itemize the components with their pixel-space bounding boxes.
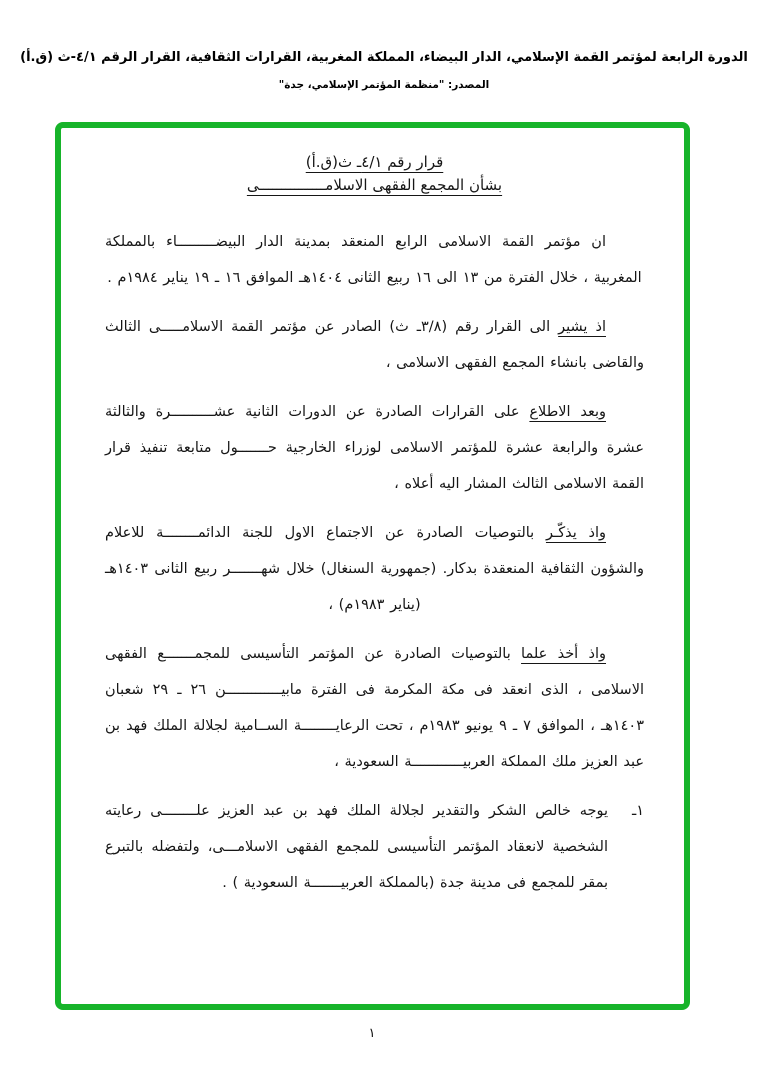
paragraph-text: على القرارات الصادرة عن الدورات الثانية عشــــــــــرة والثالثة عشرة والرابعة عشرة للمؤتمر الاسلامى لوزراء الخارجية حـــــــول متابعة تنفيذ قرار القمة الاسلامى الثالث المشار اليه أعلاه ، — [105, 404, 644, 492]
decree-item — [105, 793, 644, 901]
item-text: يوجه خالص الشكر والتقدير لجلالة الملك فهد بن عبد العزيز علــــــــى رعايته الشخصية لانعقاد المؤتمر التأسيسى للمجمع الفقهى الاسلامـــى، ولتفضله بالتبرع بمقر للمجمع فى مدينة جدة (بالمملكة العربيـــــــة السعودية ) . — [105, 803, 608, 891]
decree-paragraph — [105, 309, 644, 381]
decree-paragraph — [105, 515, 644, 623]
decree-body — [105, 152, 644, 901]
decree-subject-title: بشأن المجمع الفقهى الاسلامـــــــــــــــى — [246, 176, 503, 194]
item-number: ١ـ — [631, 803, 644, 819]
paragraph-lead: وبعد الاطلاع — [529, 404, 606, 420]
decree-paragraph — [105, 224, 644, 296]
decree-number-title: قرار رقم ٤/١ـ ث(ق.أ) — [305, 153, 444, 171]
header-source: المصدر: "منظمة المؤتمر الإسلامي، جدة" — [278, 79, 490, 91]
decree-paragraph — [105, 394, 644, 502]
page-number: ١ — [368, 1026, 376, 1041]
decree-paragraph — [105, 636, 644, 780]
paragraph-text: بالتوصيات الصادرة عن المؤتمر التأسيسى للمجمـــــــع الفقهى الاسلامى ، الذى انعقد فى مكة المكرمة فى الفترة مابيـــــــــــــن ٢٦ ـ ٢٩ شعبان ١٤٠٣هـ ، الموافق ٧ ـ ٩ يونيو ١٩٨٣م ، تحت الرعايــــــــة الســامية لجلالة الملك فهد بن عبد العزيز ملك المملكة العربيــــــــــــة السعودية ، — [105, 646, 644, 770]
paragraph-lead: واذ يذكّـر — [545, 525, 606, 541]
catalog-header — [0, 50, 768, 91]
paragraph-lead: واذ أخذ علما — [521, 646, 607, 662]
paragraph-lead: اذ يشير — [558, 319, 606, 335]
decree-frame — [55, 122, 690, 1010]
paragraph-text: الى القرار رقم (٣/٨ـ ث) الصادر عن مؤتمر القمة الاسلامـــــى الثالث والقاضى بانشاء المجمع الفقهى الاسلامى ، — [105, 319, 644, 371]
decree-title-line1-wrap — [105, 152, 644, 171]
decree-title-line2-wrap — [105, 175, 644, 194]
header-title: الدورة الرابعة لمؤتمر القمة الإسلامي، الدار البيضاء، المملكة المغربية، القرارات الثقافية، القرار الرقم ٤/١-ث (ق.أ) — [20, 50, 748, 65]
paragraph-text: بالتوصيات الصادرة عن الاجتماع الاول للجنة الدائمــــــــة للاعلام والشؤون الثقافية المنعقدة بدكار. (جمهورية السنغال) خلال شهـــــــر ربيع الثانى ١٤٠٣هـ (يناير ١٩٨٣م) ، — [105, 525, 644, 613]
decree-items — [105, 793, 644, 901]
decree-paragraphs — [105, 224, 644, 780]
paragraph-text: ان مؤتمر القمة الاسلامى الرابع المنعقد بمدينة الدار البيضـــــــــاء بالمملكة المغربية ، خلال الفترة من ١٣ الى ١٦ ربيع الثانى ١٤٠٤هـ الموافق ١٦ ـ ١٩ يناير ١٩٨٤م . — [105, 234, 642, 286]
